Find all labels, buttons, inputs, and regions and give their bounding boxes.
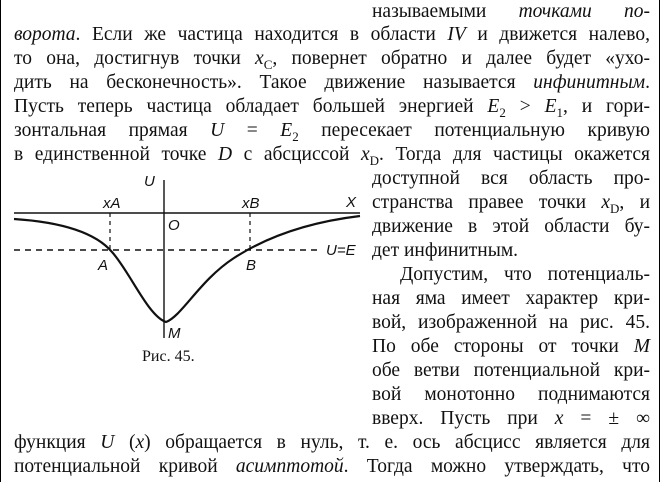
u-axis-label: U — [144, 173, 155, 190]
text-line — [372, 407, 650, 431]
text-span: ) обращается в нуль, т. е. ось абсцисс является для — [144, 432, 650, 453]
energy-line-label: U=E — [326, 242, 356, 259]
text-italic: x — [135, 432, 145, 453]
text-span: ( — [114, 432, 136, 453]
text-span: , и гори- — [563, 96, 650, 117]
xb-label: xB — [242, 195, 260, 212]
text-span: . Тогда для частицы окажется — [379, 144, 650, 165]
text-span: дить на бесконечность». Такое движение называется — [14, 72, 534, 93]
text-italic: асимптотой — [235, 456, 344, 477]
text-span: . — [645, 72, 650, 93]
text-subscript: 2 — [499, 104, 506, 120]
point-m-label: M — [168, 325, 181, 342]
text-span: с абсциссой — [232, 144, 361, 165]
text-span: в единственной точке — [14, 144, 218, 165]
text-italic: x — [361, 144, 370, 165]
text-span: называемыми — [372, 1, 519, 22]
page-left-border — [0, 0, 1, 482]
text-line: вой, изображенной на рис. 45. — [372, 312, 650, 333]
text-italic: U — [100, 432, 115, 453]
potential-well-figure — [0, 0, 372, 372]
text-span: > — [505, 96, 545, 117]
text-span: = ± ∞ — [563, 408, 650, 429]
text-italic: M — [633, 336, 650, 357]
text-italic: D — [218, 144, 233, 165]
text-italic: x — [554, 408, 564, 429]
text-line — [14, 455, 650, 479]
text-span: странства правее точки — [372, 192, 602, 213]
text-line — [14, 431, 650, 455]
text-span: = — [224, 120, 281, 141]
text-span: функция — [14, 432, 101, 453]
text-span: По обе стороны от точки — [372, 336, 634, 357]
text-line — [372, 0, 650, 24]
text-italic: E — [487, 96, 500, 117]
text-span: , повернет обратно и далее будет «ухо- — [272, 48, 650, 69]
text-span: и движется налево, — [465, 24, 650, 45]
text-line: обе ветви потенциальной кри- — [372, 360, 650, 381]
x-axis-label: X — [346, 194, 357, 211]
text-italic: IV — [447, 24, 466, 45]
text-subscript: 2 — [292, 128, 299, 144]
text-italic: инфинитным — [533, 72, 646, 93]
text-italic: U — [210, 120, 225, 141]
text-line: движение в этой области бу- — [372, 216, 650, 237]
text-subscript: D — [369, 152, 380, 168]
text-span: то она, достигнув точки — [14, 48, 256, 69]
text-span: зонтальная прямая — [14, 120, 211, 141]
text-italic: x — [255, 48, 264, 69]
text-subscript: C — [263, 56, 273, 72]
text-italic: E — [544, 96, 557, 117]
text-line — [372, 335, 650, 359]
text-span: вверх. Пусть при — [372, 408, 555, 429]
text-span: . Если же частица находится в области — [75, 24, 448, 45]
text-line: вой монотонно поднимаются — [372, 384, 650, 405]
text-italic: ворота — [14, 24, 76, 45]
point-b-label: B — [246, 257, 257, 274]
text-span: , и — [619, 192, 650, 213]
origin-label: O — [168, 217, 180, 234]
text-subscript: D — [610, 200, 620, 216]
text-italic: E — [280, 120, 293, 141]
potential-curve — [14, 216, 360, 322]
text-span: . Тогда можно утверждать, что — [343, 456, 650, 477]
text-subscript: 1 — [556, 104, 563, 120]
text-line: доступной вся область про- — [372, 168, 650, 189]
text-line: дет инфинитным. — [372, 240, 519, 261]
text-line: Допустим, что потенциаль- — [400, 264, 650, 285]
figure-caption: Рис. 45. — [142, 348, 195, 365]
text-line: ная яма имеет характер кри- — [372, 288, 650, 309]
text-span: Пусть теперь частица обладает большей энергией — [14, 96, 488, 117]
xa-label: xA — [103, 195, 121, 212]
text-italic: x — [601, 192, 611, 213]
point-a-label: A — [98, 257, 109, 274]
text-italic: точками по- — [518, 1, 650, 22]
text-span: потенциальной кривой — [14, 456, 236, 477]
text-span: пересекает потенциальную кривую — [298, 120, 650, 141]
